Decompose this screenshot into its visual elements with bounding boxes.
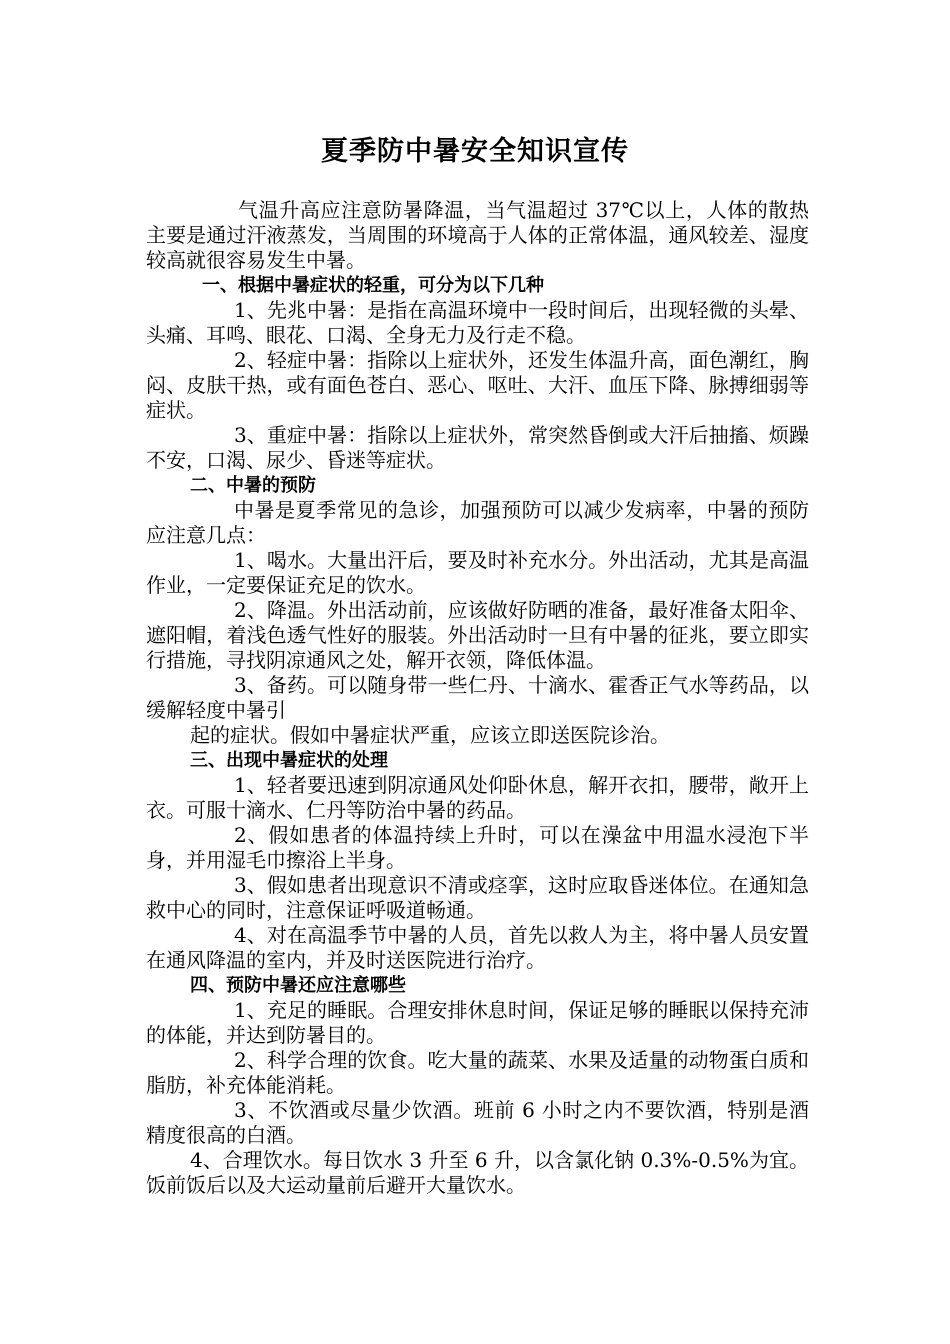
- paragraph-prevention-3-continued: 起的症状。假如中暑症状严重，应该立即送医院诊治。: [190, 723, 670, 747]
- paragraph-symptom-2: 2、轻症中暑：指除以上症状外，还发生体温升高，面色潮红，胸闷、皮肤干热，或有面色苍白、恶心、呕吐、大汗、血压下降、脉搏细弱等症状。: [146, 348, 809, 422]
- intro-paragraph: 气温升高应注意防暑降温，当气温超过 37℃以上，人体的散热主要是通过汗液蒸发，当周围的环境高于人体的正常体温，通风较差、湿度较高就很容易发生中暑。: [146, 198, 809, 272]
- section-heading-other-notes: 四、预防中暑还应注意哪些: [190, 975, 406, 996]
- document-title: 夏季防中暑安全知识宣传: [321, 136, 629, 167]
- section-heading-treatment: 三、出现中暑症状的处理: [190, 750, 388, 771]
- paragraph-note-3: 3、不饮酒或尽量少饮酒。班前 6 小时之内不要饮酒，特别是酒精度很高的白酒。: [146, 1098, 809, 1147]
- paragraph-symptom-1: 1、先兆中暑：是指在高温环境中一段时间后，出现轻微的头晕、头痛、耳鸣、眼花、口渴、全身无力及行走不稳。: [146, 298, 809, 347]
- paragraph-note-4: 4、合理饮水。每日饮水 3 升至 6 升，以含氯化钠 0.3%-0.5%为宜。饭前饭后以及大运动量前后避开大量饮水。: [146, 1148, 809, 1197]
- paragraph-treatment-3: 3、假如患者出现意识不清或痉挛，这时应取昏迷体位。在通知急救中心的同时，注意保证呼吸道畅通。: [146, 873, 809, 922]
- paragraph-treatment-2: 2、假如患者的体温持续上升时，可以在澡盆中用温水浸泡下半身，并用湿毛巾擦浴上半身。: [146, 823, 809, 872]
- paragraph-prevention-intro: 中暑是夏季常见的急诊，加强预防可以减少发病率，中暑的预防应注意几点：: [146, 498, 809, 547]
- document-body: [146, 198, 809, 1198]
- paragraph-treatment-1: 1、轻者要迅速到阴凉通风处仰卧休息，解开衣扣，腰带，敞开上衣。可服十滴水、仁丹等防治中暑的药品。: [146, 773, 809, 822]
- section-heading-prevention: 二、中暑的预防: [190, 475, 316, 496]
- paragraph-prevention-2: 2、降温。外出活动前，应该做好防晒的准备，最好准备太阳伞、遮阳帽，着浅色透气性好的服装。外出活动时一旦有中暑的征兆，要立即实行措施，寻找阴凉通风之处，解开衣领，降低体温。: [146, 598, 809, 672]
- paragraph-prevention-3: 3、备药。可以随身带一些仁丹、十滴水、霍香正气水等药品，以缓解轻度中暑引: [146, 673, 809, 722]
- paragraph-treatment-4: 4、对在高温季节中暑的人员，首先以救人为主，将中暑人员安置在通风降温的室内，并及时送医院进行治疗。: [146, 923, 809, 972]
- paragraph-note-2: 2、科学合理的饮食。吃大量的蔬菜、水果及适量的动物蛋白质和脂肪，补充体能消耗。: [146, 1048, 809, 1097]
- paragraph-prevention-1: 1、喝水。大量出汗后，要及时补充水分。外出活动，尤其是高温作业，一定要保证充足的饮水。: [146, 548, 809, 597]
- paragraph-symptom-3: 3、重症中暑：指除以上症状外，常突然昏倒或大汗后抽搐、烦躁不安，口渴、尿少、昏迷等症状。: [146, 423, 809, 472]
- paragraph-note-1: 1、充足的睡眠。合理安排休息时间，保证足够的睡眠以保持充沛的体能，并达到防暑目的。: [146, 998, 809, 1047]
- section-heading-symptoms: 一、根据中暑症状的轻重，可分为以下几种: [202, 275, 544, 296]
